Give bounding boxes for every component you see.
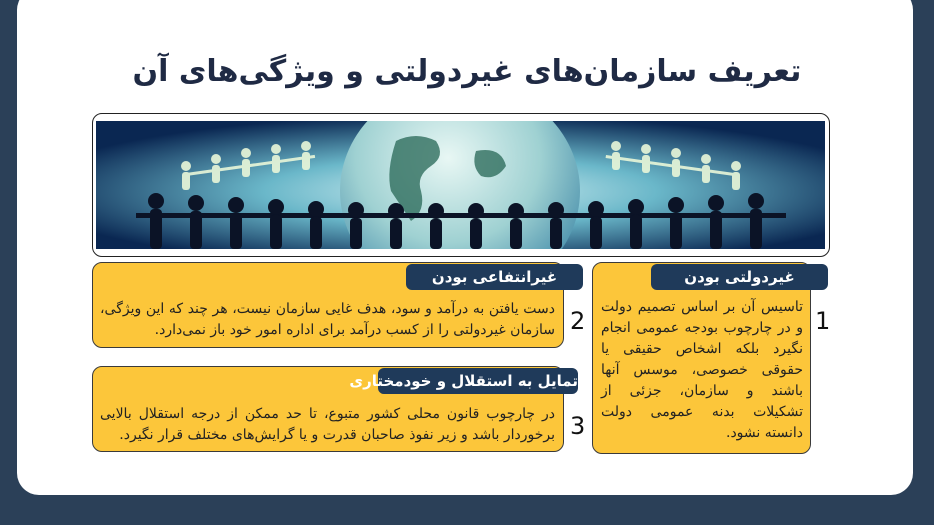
- card-text: تاسیس آن بر اساس تصمیم دولت و در چارچوب بودجه عمومی انجام نگیرد بلکه اشخاص حقیقی یا حقوقی خصوصی، موسس آنها باشند و سازمان، جزئی از تشکیلات بدنه عمومی دولت دانسته نشود.: [601, 299, 803, 441]
- globe-people-illustration: [96, 121, 825, 249]
- card-heading: تمایل به استقلال و خودمختاری: [378, 368, 578, 394]
- card-heading: غیرانتفاعی بودن: [406, 264, 583, 290]
- card-text: در چارچوب قانون محلی کشور متبوع، تا حد ممکن از درجه استقلال بالایی برخوردار باشد و زیر نفوذ صاحبان قدرت و یا گرایش‌های مختلف قرار نگیرد.: [100, 406, 555, 443]
- card-text: دست یافتن به درآمد و سود، هدف غایی سازمان نیست، هر چند که این ویژگی، سازمان غیردولتی را از کسب درآمد برای اداره امور خود باز نمی‌دارد.: [100, 301, 555, 338]
- banner-image: [96, 121, 825, 249]
- page-title: تعریف سازمان‌های غیردولتی و ویژگی‌های آن: [132, 54, 802, 89]
- item-number: 3: [570, 412, 586, 440]
- item-number: 2: [570, 307, 586, 335]
- card-heading: غیردولتی بودن: [651, 264, 828, 290]
- item-number: 1: [815, 307, 831, 335]
